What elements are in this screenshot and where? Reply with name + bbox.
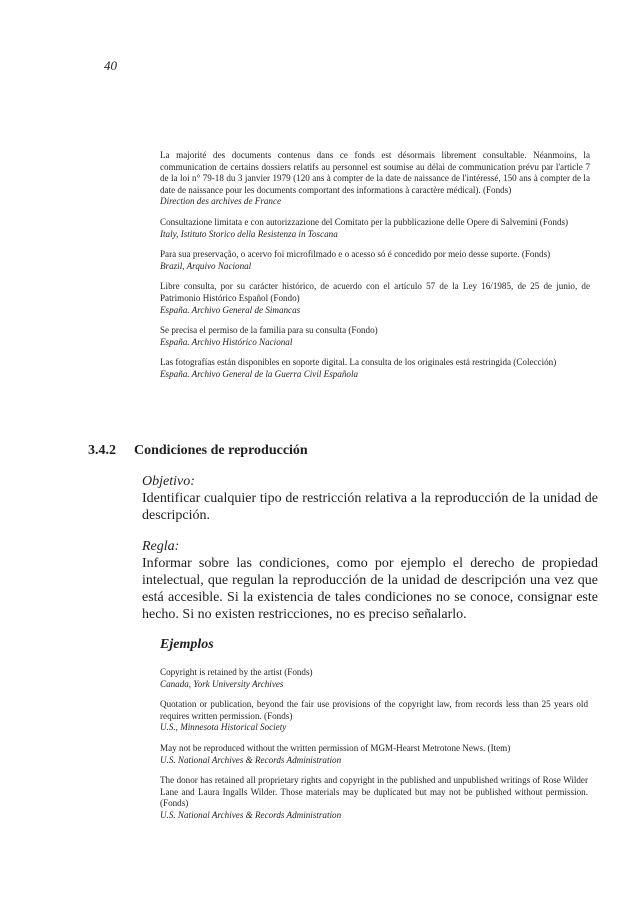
bottom-examples-list: [160, 667, 588, 822]
example-source: Brazil, Arquivo Nacional: [160, 260, 252, 271]
example-text: May not be reproduced without the written permission of MGM-Hearst Metrotone News. (Item): [160, 742, 511, 753]
section-number: 3.4.2: [88, 443, 116, 458]
top-examples-list: [160, 150, 590, 390]
example-entry: [160, 357, 590, 380]
section-body: [142, 473, 598, 822]
objective-text: Identificar cualquier tipo de restricción relativa a la reproducción de la unidad de descripción.: [142, 491, 598, 523]
example-entry: [160, 249, 590, 272]
example-source: España. Archivo Histórico Nacional: [160, 336, 293, 347]
example-source: España. Archivo General de Simancas: [160, 304, 301, 315]
rule-label: Regla:: [142, 539, 180, 554]
example-text: Libre consulta, por su carácter histórico, de acuerdo con el artículo 57 de la Ley 16/1985, de 25 de junio, de Patrimonio Histórico Español (Fondo): [160, 281, 590, 303]
example-entry: [160, 281, 590, 316]
page-number: 40: [104, 58, 117, 73]
example-source: U.S. National Archives & Records Administration: [160, 754, 342, 765]
example-source: Canada, York University Archives: [160, 678, 284, 689]
section-title: Condiciones de reproducción: [134, 443, 308, 458]
example-source: España. Archivo General de la Guerra Civil Española: [160, 368, 359, 379]
example-entry: [160, 699, 588, 734]
example-text: Quotation or publication, beyond the fair use provisions of the copyright law, from records less than 25 years old requires written permission. (Fonds): [160, 699, 588, 721]
example-source: Direction des archives de France: [160, 196, 282, 207]
example-text: Para sua preservação, o acervo foi microfilmado e o acesso só é concedido por meio desse suporte. (Fonds): [160, 249, 551, 260]
example-entry: [160, 775, 588, 821]
example-text: Se precisa el permiso de la familia para su consulta (Fondo): [160, 325, 378, 336]
example-text: Las fotografías están disponibles en soporte digital. La consulta de los originales está restringida (Colección): [160, 357, 557, 368]
example-text: Consultazione limitata e con autorizzazione del Comitato per la pubblicazione delle Opere di Salvemini (Fonds): [160, 216, 569, 227]
section-reproduction-conditions: [88, 443, 598, 831]
examples-heading: Ejemplos: [160, 637, 214, 652]
example-source: Italy, Istituto Storico della Resistenza in Toscana: [160, 228, 338, 239]
example-entry: [160, 325, 590, 348]
objective-label: Objetivo:: [142, 474, 195, 489]
example-text: La majorité des documents contenus dans ce fonds est désormais librement consultable. Néanmoins, la communication de certains dossiers relatifs au personnel est soumise au délai de communication prévu par l'article 7 de la loi n° 79-18 du 3 janvier 1979 (120 ans à compter de la date de naissance de l'intéressé, 150 ans à compter de la date de naissance pour les documents comportant des informations à caractère médical). (Fonds): [160, 150, 590, 195]
rule-text: Informar sobre las condiciones, como por ejemplo el derecho de propiedad intelectual, que regulan la reproducción de la unidad de descripción una vez que está accesible. Si la existencia de tales condiciones no se conoce, consignar este hecho. Si no existen restricciones, no es preciso señalarlo.: [142, 556, 598, 622]
section-heading: [88, 443, 598, 459]
example-entry: [160, 217, 590, 240]
example-entry: [160, 150, 590, 208]
example-entry: [160, 743, 588, 766]
example-text: Copyright is retained by the artist (Fonds): [160, 667, 313, 677]
example-source: U.S., Minnesota Historical Society: [160, 722, 287, 733]
example-source: U.S. National Archives & Records Administration: [160, 809, 342, 820]
example-text: The donor has retained all proprietary rights and copyright in the published and unpublished writings of Rose Wilder Lane and Laura Ingalls Wilder. Those materials may be duplicated but may not be published without permission. (Fonds): [160, 775, 588, 809]
example-entry: [160, 667, 588, 690]
